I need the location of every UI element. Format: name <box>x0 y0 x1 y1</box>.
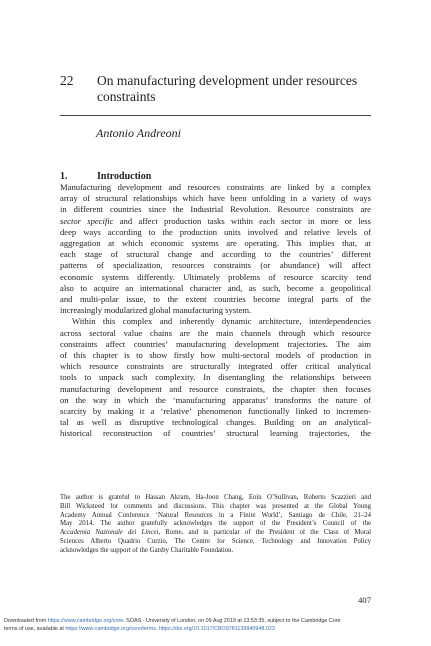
footnote-line: acknowledges the support of the Gatsby Charitable Foundation. <box>60 546 234 554</box>
author-name: Antonio Andreoni <box>96 126 181 140</box>
body-line: historical reconstruction of countries’ structural learning trajectories, the <box>60 428 371 439</box>
body-line: and multi-polar issue, to the extent countries become integral parts of the <box>60 294 371 304</box>
body-line: across sectoral value chains are the main channels through which resource <box>60 327 371 338</box>
page-number: 407 <box>358 595 371 605</box>
download-notice-line-1 <box>4 618 424 625</box>
footnote-line: Bill Wicksteed for comments and discussions. This chapter was presented at the Global Young <box>60 502 371 510</box>
body-line: tools to unpack such complexity. In disentangling the relationships between <box>60 372 371 383</box>
footnote-line: The author is grateful to Hassan Akram, Ha-Joon Chang, Eoin O’Sullivan, Roberto Scazzieri and <box>60 494 371 501</box>
terms-link[interactable]: https://www.cambridge.org/core/terms <box>65 626 156 632</box>
section-number: 1. <box>60 171 68 182</box>
body-line: sector specific and affect production tasks within each sector in more or less <box>60 215 371 226</box>
section-title: Introduction <box>97 171 152 182</box>
body-line: manufacturing development and resource constraints, the chapter then focuses <box>60 383 371 394</box>
download-text: Downloaded from <box>4 618 48 624</box>
download-text: terms of use, available at <box>4 626 66 632</box>
download-notice-line-2 <box>4 626 424 633</box>
body-line: deep ways according to the production units involved and relative levels of <box>60 226 371 237</box>
body-line: increasingly modularized global manufacturing system. <box>60 305 252 316</box>
body-line: Manufacturing development and resources constraints are linked by a complex <box>60 182 371 192</box>
body-line: array of structural relationships which have been unfolding in a variety of ways <box>60 193 371 204</box>
body-line: which resource constraints are structurally integrated offer critical analytical <box>60 361 371 372</box>
body-line: patterns of specialization, resources constraints (or abundance) will affect <box>60 260 371 271</box>
footnote-line: May 2014. The author gratefully acknowledges the support of the President’s Council of the <box>60 520 371 528</box>
download-text: . SOAS - University of London, on 09 Aug 2019 at 13:53:35, subject to the Cambridge Core <box>123 618 341 624</box>
body-line: each stage of structural change and according to the countries’ different <box>60 249 371 260</box>
cambridge-core-link[interactable]: https://www.cambridge.org/core <box>47 618 124 624</box>
download-text: . <box>155 626 159 632</box>
body-line: in different countries since the Industrial Revolution. Resource constraints are <box>60 204 371 215</box>
chapter-title-line-2: constraints <box>97 89 156 104</box>
body-line: aggregation at which economic systems are operating. This implies that, at <box>60 238 371 248</box>
chapter-title <box>97 73 387 105</box>
doi-link[interactable]: https://doi.org/10.1017/CBO9781139940948.023 <box>158 626 275 632</box>
body-line: also to acquire an international character and, as such, become a geopolitical <box>60 282 371 293</box>
footnote-line: Accademia Nazionale dei Lincei, Rome, and in particular of the President of the Class of Moral <box>60 529 371 537</box>
title-divider <box>60 115 371 116</box>
body-line: Within this complex and inherently dynamic architecture, interdependencies <box>72 316 371 327</box>
chapter-title-line-1: On manufacturing development under resources <box>97 73 358 88</box>
body-line: of this chapter is to show firstly how multi-sectoral models of production in <box>60 350 371 360</box>
body-line: economic systems differently. Ultimately problems of resource scarcity tend <box>60 271 371 282</box>
footnote-line: Sciences Alberto Quadrio Curzio, The Centre for Science, Technology and Innovation Policy <box>60 538 371 545</box>
body-line: on the way in which the ‘manufacturing apparatus’ transforms the nature of <box>60 394 371 405</box>
footnote-line: Academy Annual Conference ‘Natural Resources in a Finite World’, Santiago de Chile, 21–24 <box>60 511 371 519</box>
chapter-number: 22 <box>60 73 74 88</box>
body-line: scarcity by making it a ‘relative’ phenomenon functionally linked to incremen- <box>60 406 371 416</box>
body-line: constraints affect countries’ manufacturing development trajectories. The aim <box>60 338 371 349</box>
body-line: tal as well as disruptive technological changes. Building on an analytical- <box>60 417 371 428</box>
